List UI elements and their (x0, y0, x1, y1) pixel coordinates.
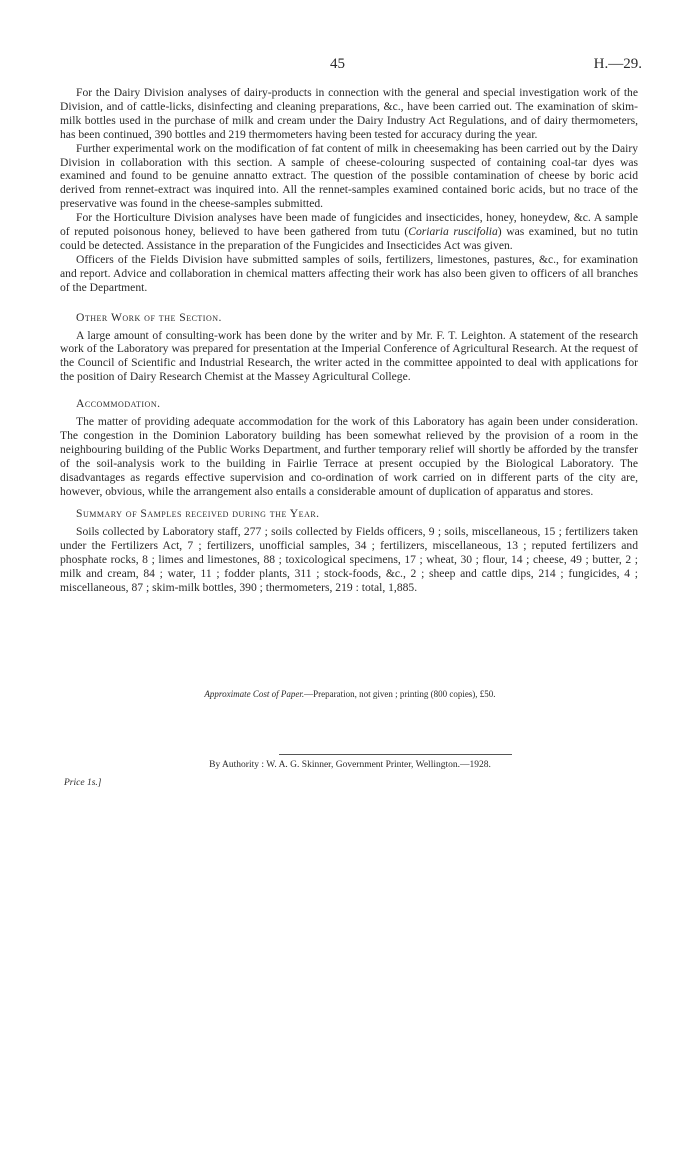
cost-of-paper-note (0, 689, 700, 699)
page-number: 45 (330, 56, 345, 72)
paragraph-other-work: A large amount of consulting-work has been done by the writer and by Mr. F. T. Leighton. A statement of the research work of the Laboratory was prepared for presentation at the Imperial Conference of Agricultural Research. At the request of the Council of Scientific and Industrial Research, the writer acted in the committee appointed to deal with applications for the position of Dairy Research Chemist at the Massey Agricultural College. (60, 328, 638, 384)
document-body (60, 86, 638, 595)
price-note: Price 1s.] (64, 778, 102, 788)
report-reference: H.—29. (593, 56, 642, 72)
authority-text: W. A. G. Skinner, Government Printer, Wellington.—1928. (266, 760, 491, 770)
authority-prefix: By Authority : (209, 760, 265, 770)
cost-text: —Preparation, not given ; printing (800 copies), £50. (304, 689, 496, 699)
paragraph-dairy-experiments: Further experimental work on the modification of fat content of milk in cheesemaking has been carried out by the Dairy Division in collaboration with this section. A sample of cheese-colouring suspected of containing coal-tar dyes was examined and found to be genuine annatto extract. The question of the possible contamination of cheese by boric acid derived from rennet-extract was inquired into. All the rennet-samples examined contained boric acids, but no trace of the preservative was found in the cheese-samples submitted. (60, 141, 638, 211)
heading-other-work: Other Work of the Section. (76, 310, 222, 324)
species-name: Coriaria ruscifolia (408, 225, 498, 239)
heading-accommodation: Accommodation. (76, 397, 161, 411)
paragraph-accommodation: The matter of providing adequate accommodation for the work of this Laboratory has again been under consideration. The congestion in the Dominion Laboratory building has been somewhat relieved by the provision of a room in the neighbouring building of the Public Works Department, and further temporary relief will shortly be afforded by the transfer of the soil-analysis work to the building in Fairlie Terrace at present occupied by the Biological Laboratory. The disadvantages as regards effective supervision and co-ordination of work carried on in different parts of the city are, however, obvious, while the arrangement also entails a considerable amount of duplication of apparatus and stores. (60, 415, 638, 498)
horticulture-text-end: ) was examined, but no tutin could be detected. Assistance in the preparation of the Fungicides and Insecticides Act was given. (60, 225, 638, 252)
page-header (0, 56, 700, 76)
paragraph-dairy-analyses: For the Dairy Division analyses of dairy-products in connection with the general and special investigation work of the Division, and of cattle-licks, disinfecting and cleaning preparations, &c., have been carried out. The examination of skim-milk bottles used in the purchase of milk and cream under the Dairy Industry Act Regulations, and of dairy thermometers, has been continued, 390 bottles and 219 thermometers having been tested for accuracy during the year. (60, 86, 638, 141)
paragraph-fields-division: Officers of the Fields Division have submitted samples of soils, fertilizers, limestones, pastures, &c., for examination and report. Advice and collaboration in chemical matters affecting their work has also been given to officers of all branches of the Department. (60, 252, 638, 294)
paragraph-summary-samples: Soils collected by Laboratory staff, 277 ; soils collected by Fields officers, 9 ; soils, miscellaneous, 15 ; fertilizers taken under the Fertilizers Act, 7 ; fertilizers, unofficial samples, 34 ; fertilizers, miscellaneous, 13 ; reputed fertilizers and phosphate rocks, 8 ; limes and limestones, 88 ; toxicological specimens, 17 ; wheat, 30 ; flour, 14 ; cheese, 49 ; butter, 2 ; milk and cream, 84 ; water, 11 ; fodder plants, 311 ; stock-foods, &c., 2 ; sheep and cattle dips, 214 ; fungicides, 4 ; miscellaneous, 87 ; skim-milk bottles, 390 ; thermometers, 219 : total, 1,885. (60, 525, 638, 594)
heading-summary-samples: Summary of Samples received during the Year. (76, 507, 320, 521)
horticulture-text-start: For the Horticulture Division analyses have been made of fungicides and insecticides, honey, honeydew, &c. A sample of reputed poisonous honey, believed to have been gathered from tutu ( (60, 211, 638, 239)
cost-label: Approximate Cost of Paper. (204, 689, 305, 699)
printer-authority (0, 760, 700, 770)
footer-divider (279, 754, 512, 755)
paragraph-horticulture (60, 211, 638, 253)
